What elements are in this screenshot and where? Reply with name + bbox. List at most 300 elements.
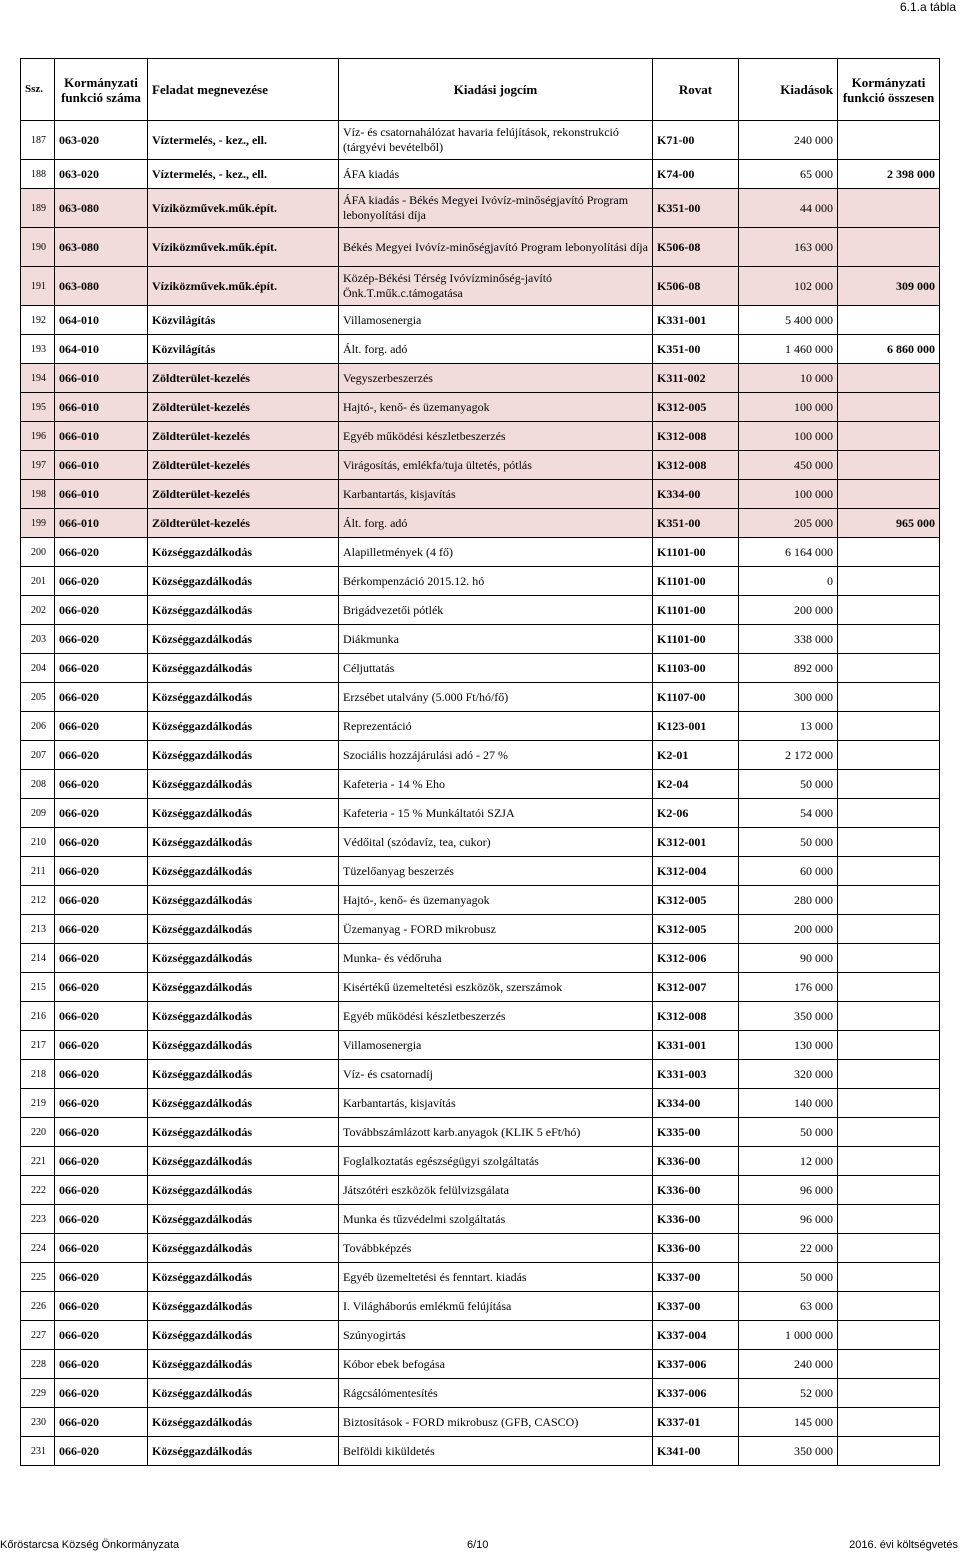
function-total xyxy=(838,121,940,160)
function-total xyxy=(838,1031,940,1060)
row-number: 209 xyxy=(21,799,55,828)
table-row xyxy=(21,683,940,712)
header-osszesen: Kormányzati funkció összesen xyxy=(838,59,940,121)
function-total xyxy=(838,1292,940,1321)
ledger-code: K336-00 xyxy=(653,1147,739,1176)
row-number: 227 xyxy=(21,1321,55,1350)
ledger-code: K337-00 xyxy=(653,1263,739,1292)
expense-title: Kafeteria - 14 % Eho xyxy=(339,770,653,799)
table-row xyxy=(21,1321,940,1350)
expense-title: Céljuttatás xyxy=(339,654,653,683)
table-row xyxy=(21,1176,940,1205)
task-name: Községgazdálkodás xyxy=(148,1089,339,1118)
function-code: 066-020 xyxy=(55,625,148,654)
function-code: 066-020 xyxy=(55,1205,148,1234)
function-code: 064-010 xyxy=(55,306,148,335)
function-code: 063-020 xyxy=(55,121,148,160)
table-row xyxy=(21,625,940,654)
table-row xyxy=(21,1031,940,1060)
expense-title: Alapilletmények (4 fő) xyxy=(339,538,653,567)
row-number: 207 xyxy=(21,741,55,770)
function-code: 066-020 xyxy=(55,654,148,683)
table-row xyxy=(21,538,940,567)
expense-title: Karbantartás, kisjavítás xyxy=(339,480,653,509)
expense-title: Munka- és védőruha xyxy=(339,944,653,973)
row-number: 192 xyxy=(21,306,55,335)
ledger-code: K337-00 xyxy=(653,1292,739,1321)
function-code: 066-010 xyxy=(55,393,148,422)
function-total xyxy=(838,1176,940,1205)
function-total xyxy=(838,886,940,915)
footer-organization: Kőröstarcsa Község Önkormányzata xyxy=(0,1539,180,1551)
function-total xyxy=(838,1350,940,1379)
amount: 200 000 xyxy=(739,915,838,944)
expense-title: Egyéb üzemeltetési és fenntart. kiadás xyxy=(339,1263,653,1292)
row-number: 215 xyxy=(21,973,55,1002)
function-code: 066-010 xyxy=(55,422,148,451)
ledger-code: K2-01 xyxy=(653,741,739,770)
amount: 100 000 xyxy=(739,422,838,451)
table-row xyxy=(21,567,940,596)
amount: 5 400 000 xyxy=(739,306,838,335)
expense-title: Biztosítások - FORD mikrobusz (GFB, CASCO) xyxy=(339,1408,653,1437)
task-name: Községgazdálkodás xyxy=(148,944,339,973)
table-row xyxy=(21,393,940,422)
function-code: 066-010 xyxy=(55,364,148,393)
page-footer xyxy=(0,1539,960,1553)
table-row xyxy=(21,886,940,915)
function-code: 066-020 xyxy=(55,683,148,712)
task-name: Zöldterület-kezelés xyxy=(148,480,339,509)
task-name: Községgazdálkodás xyxy=(148,1031,339,1060)
amount: 102 000 xyxy=(739,267,838,306)
table-row xyxy=(21,1089,940,1118)
expense-title: Hajtó-, kenő- és üzemanyagok xyxy=(339,886,653,915)
function-code: 066-020 xyxy=(55,828,148,857)
amount: 0 xyxy=(739,567,838,596)
task-name: Községgazdálkodás xyxy=(148,741,339,770)
row-number: 199 xyxy=(21,509,55,538)
task-name: Községgazdálkodás xyxy=(148,857,339,886)
ledger-code: K351-00 xyxy=(653,509,739,538)
function-total xyxy=(838,228,940,267)
function-total xyxy=(838,915,940,944)
function-total xyxy=(838,1437,940,1466)
row-number: 214 xyxy=(21,944,55,973)
ledger-code: K312-005 xyxy=(653,915,739,944)
amount: 176 000 xyxy=(739,973,838,1002)
row-number: 211 xyxy=(21,857,55,886)
function-code: 066-020 xyxy=(55,712,148,741)
task-name: Községgazdálkodás xyxy=(148,538,339,567)
ledger-code: K337-01 xyxy=(653,1408,739,1437)
expense-title: Hajtó-, kenő- és üzemanyagok xyxy=(339,393,653,422)
function-code: 066-020 xyxy=(55,567,148,596)
ledger-code: K1101-00 xyxy=(653,567,739,596)
amount: 338 000 xyxy=(739,625,838,654)
expense-title: Szúnyogirtás xyxy=(339,1321,653,1350)
task-name: Zöldterület-kezelés xyxy=(148,364,339,393)
row-number: 218 xyxy=(21,1060,55,1089)
expense-title: Villamosenergia xyxy=(339,306,653,335)
function-total xyxy=(838,741,940,770)
amount: 63 000 xyxy=(739,1292,838,1321)
amount: 2 172 000 xyxy=(739,741,838,770)
amount: 240 000 xyxy=(739,1350,838,1379)
task-name: Községgazdálkodás xyxy=(148,1234,339,1263)
function-code: 066-020 xyxy=(55,1350,148,1379)
header-ssz: Ssz. xyxy=(21,59,55,121)
function-total xyxy=(838,567,940,596)
amount: 140 000 xyxy=(739,1089,838,1118)
table-row xyxy=(21,596,940,625)
expense-title: Kafeteria - 15 % Munkáltatói SZJA xyxy=(339,799,653,828)
expense-title: Brigádvezetői pótlék xyxy=(339,596,653,625)
function-total: 309 000 xyxy=(838,267,940,306)
function-code: 063-080 xyxy=(55,267,148,306)
function-code: 063-080 xyxy=(55,189,148,228)
task-name: Községgazdálkodás xyxy=(148,683,339,712)
ledger-code: K335-00 xyxy=(653,1118,739,1147)
amount: 50 000 xyxy=(739,828,838,857)
amount: 50 000 xyxy=(739,1263,838,1292)
function-code: 066-020 xyxy=(55,973,148,1002)
amount: 52 000 xyxy=(739,1379,838,1408)
table-row xyxy=(21,335,940,364)
amount: 1 000 000 xyxy=(739,1321,838,1350)
expense-title: ÁFA kiadás - Békés Megyei Ivóvíz-minőségjavító Program lebonyolítási díja xyxy=(339,189,653,228)
function-total xyxy=(838,1089,940,1118)
ledger-code: K337-004 xyxy=(653,1321,739,1350)
table-row xyxy=(21,228,940,267)
table-row xyxy=(21,121,940,160)
row-number: 229 xyxy=(21,1379,55,1408)
ledger-code: K312-004 xyxy=(653,857,739,886)
function-code: 066-020 xyxy=(55,1118,148,1147)
row-number: 216 xyxy=(21,1002,55,1031)
row-number: 188 xyxy=(21,160,55,189)
row-number: 225 xyxy=(21,1263,55,1292)
task-name: Községgazdálkodás xyxy=(148,886,339,915)
amount: 240 000 xyxy=(739,121,838,160)
function-code: 063-020 xyxy=(55,160,148,189)
ledger-code: K336-00 xyxy=(653,1176,739,1205)
function-total xyxy=(838,973,940,1002)
expense-title: I. Világháborús emlékmű felújítása xyxy=(339,1292,653,1321)
row-number: 187 xyxy=(21,121,55,160)
expense-title: Kisértékű üzemeltetési eszközök, szerszámok xyxy=(339,973,653,1002)
ledger-code: K337-006 xyxy=(653,1379,739,1408)
ledger-code: K1107-00 xyxy=(653,683,739,712)
task-name: Községgazdálkodás xyxy=(148,1408,339,1437)
amount: 892 000 xyxy=(739,654,838,683)
expense-title: Munka és tűzvédelmi szolgáltatás xyxy=(339,1205,653,1234)
function-total xyxy=(838,857,940,886)
function-code: 066-020 xyxy=(55,741,148,770)
ledger-code: K1101-00 xyxy=(653,538,739,567)
function-code: 066-020 xyxy=(55,944,148,973)
task-name: Községgazdálkodás xyxy=(148,828,339,857)
function-code: 066-020 xyxy=(55,1379,148,1408)
row-number: 220 xyxy=(21,1118,55,1147)
function-total xyxy=(838,944,940,973)
row-number: 189 xyxy=(21,189,55,228)
row-number: 226 xyxy=(21,1292,55,1321)
table-row xyxy=(21,451,940,480)
function-total xyxy=(838,683,940,712)
ledger-code: K334-00 xyxy=(653,1089,739,1118)
task-name: Községgazdálkodás xyxy=(148,799,339,828)
task-name: Víztermelés, - kez., ell. xyxy=(148,121,339,160)
row-number: 200 xyxy=(21,538,55,567)
table-row xyxy=(21,422,940,451)
row-number: 213 xyxy=(21,915,55,944)
ledger-code: K312-005 xyxy=(653,886,739,915)
task-name: Közvilágítás xyxy=(148,306,339,335)
amount: 96 000 xyxy=(739,1176,838,1205)
ledger-code: K351-00 xyxy=(653,335,739,364)
function-code: 066-020 xyxy=(55,886,148,915)
task-name: Közvilágítás xyxy=(148,335,339,364)
table-row xyxy=(21,1147,940,1176)
expense-title: Bérkompenzáció 2015.12. hó xyxy=(339,567,653,596)
function-total xyxy=(838,1002,940,1031)
ledger-code: K312-001 xyxy=(653,828,739,857)
task-name: Községgazdálkodás xyxy=(148,1350,339,1379)
function-code: 066-020 xyxy=(55,1089,148,1118)
function-total xyxy=(838,1379,940,1408)
row-number: 203 xyxy=(21,625,55,654)
task-name: Víziközművek.műk.épít. xyxy=(148,267,339,306)
task-name: Községgazdálkodás xyxy=(148,1379,339,1408)
row-number: 210 xyxy=(21,828,55,857)
ledger-code: K312-007 xyxy=(653,973,739,1002)
header-feladat: Feladat megnevezése xyxy=(148,59,339,121)
amount: 200 000 xyxy=(739,596,838,625)
function-code: 066-020 xyxy=(55,1408,148,1437)
function-code: 066-020 xyxy=(55,1031,148,1060)
function-total xyxy=(838,393,940,422)
amount: 100 000 xyxy=(739,393,838,422)
ledger-code: K312-006 xyxy=(653,944,739,973)
row-number: 222 xyxy=(21,1176,55,1205)
table-row xyxy=(21,1234,940,1263)
ledger-code: K312-008 xyxy=(653,451,739,480)
ledger-code: K71-00 xyxy=(653,121,739,160)
task-name: Községgazdálkodás xyxy=(148,654,339,683)
header-jogcim: Kiadási jogcím xyxy=(339,59,653,121)
expense-title: Diákmunka xyxy=(339,625,653,654)
amount: 130 000 xyxy=(739,1031,838,1060)
function-code: 066-010 xyxy=(55,480,148,509)
amount: 13 000 xyxy=(739,712,838,741)
header-rovat: Rovat xyxy=(653,59,739,121)
table-row xyxy=(21,770,940,799)
expense-title: Közép-Békési Térség Ivóvízminőség-javító Önk.T.műk.c.támogatása xyxy=(339,267,653,306)
ledger-code: K506-08 xyxy=(653,228,739,267)
row-number: 208 xyxy=(21,770,55,799)
expense-title: Játszótéri eszközök felülvizsgálata xyxy=(339,1176,653,1205)
header-row xyxy=(21,59,940,121)
ledger-code: K1103-00 xyxy=(653,654,739,683)
task-name: Községgazdálkodás xyxy=(148,1060,339,1089)
function-total: 2 398 000 xyxy=(838,160,940,189)
ledger-code: K506-08 xyxy=(653,267,739,306)
expense-title: Belföldi kiküldetés xyxy=(339,1437,653,1466)
table-row xyxy=(21,480,940,509)
table-row xyxy=(21,857,940,886)
function-total xyxy=(838,799,940,828)
task-name: Községgazdálkodás xyxy=(148,770,339,799)
ledger-code: K2-04 xyxy=(653,770,739,799)
amount: 145 000 xyxy=(739,1408,838,1437)
row-number: 230 xyxy=(21,1408,55,1437)
amount: 350 000 xyxy=(739,1437,838,1466)
task-name: Községgazdálkodás xyxy=(148,915,339,944)
table-row xyxy=(21,364,940,393)
function-code: 066-020 xyxy=(55,770,148,799)
task-name: Községgazdálkodás xyxy=(148,1147,339,1176)
table-row xyxy=(21,915,940,944)
task-name: Községgazdálkodás xyxy=(148,712,339,741)
function-code: 066-020 xyxy=(55,1002,148,1031)
function-total xyxy=(838,1147,940,1176)
ledger-code: K336-00 xyxy=(653,1234,739,1263)
ledger-code: K312-005 xyxy=(653,393,739,422)
expense-title: Víz- és csatornahálózat havaria felújítások, rekonstrukció (tárgyévi bevételből) xyxy=(339,121,653,160)
function-code: 063-080 xyxy=(55,228,148,267)
table-row xyxy=(21,973,940,1002)
amount: 205 000 xyxy=(739,509,838,538)
expense-title: Kóbor ebek befogása xyxy=(339,1350,653,1379)
amount: 96 000 xyxy=(739,1205,838,1234)
function-code: 066-020 xyxy=(55,799,148,828)
function-code: 066-020 xyxy=(55,1234,148,1263)
table-row xyxy=(21,1002,940,1031)
ledger-code: K2-06 xyxy=(653,799,739,828)
expense-title: Egyéb működési készletbeszerzés xyxy=(339,1002,653,1031)
row-number: 231 xyxy=(21,1437,55,1466)
function-code: 066-010 xyxy=(55,509,148,538)
function-total xyxy=(838,364,940,393)
task-name: Községgazdálkodás xyxy=(148,1002,339,1031)
function-code: 066-020 xyxy=(55,1147,148,1176)
function-code: 066-020 xyxy=(55,1321,148,1350)
function-code: 066-020 xyxy=(55,915,148,944)
function-total xyxy=(838,451,940,480)
row-number: 204 xyxy=(21,654,55,683)
row-number: 197 xyxy=(21,451,55,480)
amount: 6 164 000 xyxy=(739,538,838,567)
row-number: 201 xyxy=(21,567,55,596)
task-name: Községgazdálkodás xyxy=(148,1292,339,1321)
amount: 65 000 xyxy=(739,160,838,189)
function-code: 064-010 xyxy=(55,335,148,364)
row-number: 193 xyxy=(21,335,55,364)
task-name: Zöldterület-kezelés xyxy=(148,451,339,480)
function-code: 066-020 xyxy=(55,538,148,567)
expense-title: Védőital (szódavíz, tea, cukor) xyxy=(339,828,653,857)
footer-document-title: 2016. évi költségvetés xyxy=(849,1539,958,1551)
expense-title: Villamosenergia xyxy=(339,1031,653,1060)
table-row xyxy=(21,509,940,538)
table-body xyxy=(21,121,940,1466)
table-row xyxy=(21,712,940,741)
expense-title: Víz- és csatornadíj xyxy=(339,1060,653,1089)
ledger-code: K331-001 xyxy=(653,306,739,335)
expense-table xyxy=(20,58,940,1466)
table-row xyxy=(21,1379,940,1408)
function-total xyxy=(838,1408,940,1437)
row-number: 217 xyxy=(21,1031,55,1060)
task-name: Községgazdálkodás xyxy=(148,1321,339,1350)
amount: 100 000 xyxy=(739,480,838,509)
function-total xyxy=(838,770,940,799)
expense-title: Tüzelőanyag beszerzés xyxy=(339,857,653,886)
ledger-code: K337-006 xyxy=(653,1350,739,1379)
task-name: Községgazdálkodás xyxy=(148,625,339,654)
amount: 350 000 xyxy=(739,1002,838,1031)
ledger-code: K74-00 xyxy=(653,160,739,189)
row-number: 205 xyxy=(21,683,55,712)
ledger-code: K312-008 xyxy=(653,422,739,451)
row-number: 223 xyxy=(21,1205,55,1234)
function-total xyxy=(838,422,940,451)
table-row xyxy=(21,1350,940,1379)
task-name: Zöldterület-kezelés xyxy=(148,509,339,538)
function-total xyxy=(838,189,940,228)
row-number: 195 xyxy=(21,393,55,422)
row-number: 202 xyxy=(21,596,55,625)
task-name: Víziközművek.műk.épít. xyxy=(148,189,339,228)
expense-title: Ált. forg. adó xyxy=(339,335,653,364)
amount: 163 000 xyxy=(739,228,838,267)
expense-title: Vegyszerbeszerzés xyxy=(339,364,653,393)
expense-title: ÁFA kiadás xyxy=(339,160,653,189)
amount: 280 000 xyxy=(739,886,838,915)
function-total xyxy=(838,1263,940,1292)
footer-page-number: 6/10 xyxy=(467,1539,489,1551)
amount: 60 000 xyxy=(739,857,838,886)
amount: 50 000 xyxy=(739,1118,838,1147)
ledger-code: K312-008 xyxy=(653,1002,739,1031)
ledger-code: K336-00 xyxy=(653,1205,739,1234)
ledger-code: K311-002 xyxy=(653,364,739,393)
amount: 54 000 xyxy=(739,799,838,828)
table-row xyxy=(21,1263,940,1292)
expense-title: Szociális hozzájárulási adó - 27 % xyxy=(339,741,653,770)
function-total xyxy=(838,1321,940,1350)
amount: 22 000 xyxy=(739,1234,838,1263)
ledger-code: K334-00 xyxy=(653,480,739,509)
table-row xyxy=(21,828,940,857)
function-total xyxy=(838,1060,940,1089)
function-total xyxy=(838,596,940,625)
task-name: Víztermelés, - kez., ell. xyxy=(148,160,339,189)
function-code: 066-020 xyxy=(55,1060,148,1089)
ledger-code: K331-001 xyxy=(653,1031,739,1060)
function-code: 066-020 xyxy=(55,1292,148,1321)
expense-title: Ált. forg. adó xyxy=(339,509,653,538)
table-row xyxy=(21,799,940,828)
amount: 12 000 xyxy=(739,1147,838,1176)
amount: 450 000 xyxy=(739,451,838,480)
function-code: 066-020 xyxy=(55,1176,148,1205)
task-name: Községgazdálkodás xyxy=(148,1176,339,1205)
ledger-code: K341-00 xyxy=(653,1437,739,1466)
expense-title: Reprezentáció xyxy=(339,712,653,741)
task-name: Zöldterület-kezelés xyxy=(148,422,339,451)
